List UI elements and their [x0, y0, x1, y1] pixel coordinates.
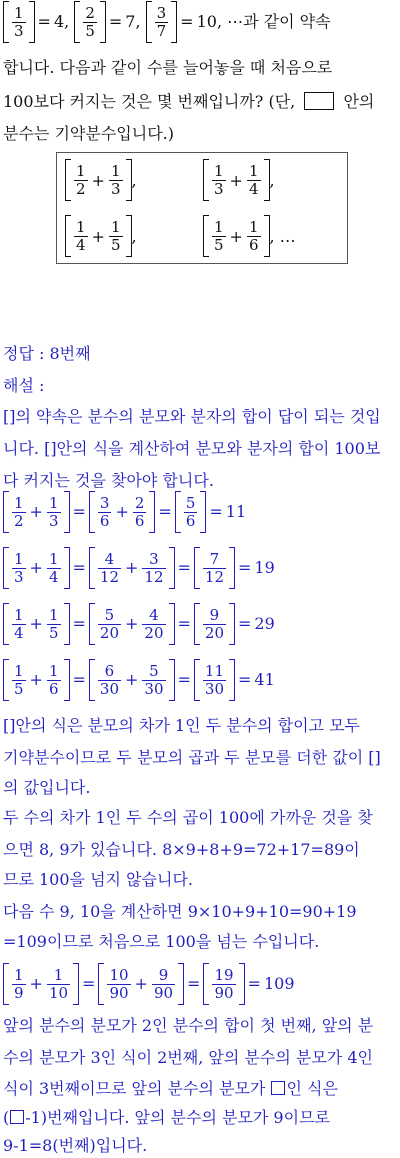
explanation-line: 식이 3번째이므로 앞의 분수의 분모가 인 식은 [3, 1079, 338, 1098]
explanation-line: 므로 100을 넘지 않습니다. [3, 870, 193, 889]
explanation-line: =109이므로 처음으로 100을 넘는 수입니다. [3, 932, 320, 951]
equation-row: 1 4 + $\frac{1}{5}$ = 5 20 + $\frac{4}{20}$ = 9 20 = 29 [3, 602, 275, 646]
sequence-item-3: 1 4 + $\frac{1}{5}$ , [65, 215, 137, 257]
equation-row: 1 9 + $\frac{1}{10}$ = 10 90 + $\frac{9}{90}$ = 19 90 = 109 [3, 962, 295, 1006]
question-line-3: 100보다 커지는 것은 몇 번째입니까? (단, 안의 [3, 92, 375, 111]
bracket-fraction: 2 5 [74, 1, 106, 43]
equation-row: 1 3 + $\frac{1}{4}$ = 4 12 + $\frac{3}{12}$ = 7 12 = 19 [3, 546, 275, 590]
explanation-line: 수의 분모가 3인 식이 2번째, 앞의 분수의 분모가 4인 [3, 1048, 373, 1067]
equation-row: 1 5 + $\frac{1}{6}$ = 6 30 + $\frac{5}{30}$ = 11 30 = 41 [3, 658, 275, 702]
bracket-fraction: 1 3 [3, 1, 35, 43]
answer-label: 정답 : 8번째 [3, 344, 91, 363]
explanation-line: 9-1=8(번째)입니다. [3, 1136, 148, 1155]
explanation-line: 의 값입니다. [3, 778, 91, 797]
sequence-item-1: 1 2 + $\frac{1}{3}$ , [65, 159, 137, 201]
sequence-item-2: 1 3 + $\frac{1}{4}$ , [203, 159, 275, 201]
sequence-item-4: 1 5 + $\frac{1}{6}$ , … [203, 215, 296, 257]
explanation-line: []의 약속은 분수의 분모와 분자의 합이 답이 되는 것입 [3, 407, 381, 426]
explanation-line: []안의 식은 분모의 차가 1인 두 분수의 합이고 모두 [3, 716, 361, 735]
bracket-fraction: 3 7 [146, 1, 178, 43]
explanation-line: 앞의 분수의 분모가 2인 분수의 합이 첫 번째, 앞의 분 [3, 1016, 374, 1035]
explanation-line: 기약분수이므로 두 분모의 곱과 두 분모를 더한 값이 [] [3, 748, 381, 767]
sequence-box [56, 152, 348, 264]
question-line-2: 합니다. 다음과 같이 수를 늘어놓을 때 처음으로 [3, 58, 333, 77]
blank-box-icon [271, 1081, 285, 1095]
question-line-1: 1 3 = 4 , 2 5 = 7 , 3 7 = 10 , ⋯ 과 같이 약속 [3, 2, 331, 42]
explanation-line: ( -1)번째입니다. 앞의 분수의 분모가 9이므로 [3, 1108, 330, 1127]
explanation-line: 니다. []안의 식을 계산하여 분모와 분자의 합이 100보 [3, 439, 381, 458]
explanation-label: 해설 : [3, 376, 45, 395]
equation-row: 1 2 + $\frac{1}{3}$ = 3 6 + $\frac{2}{6}$ = 5 6 = 11 [3, 490, 246, 534]
explanation-line: 다 커지는 것을 찾아야 합니다. [3, 471, 214, 490]
question-text: 과 같이 약속 [243, 12, 331, 31]
explanation-line: 두 수의 차가 1인 두 수의 곱이 100에 가까운 것을 찾 [3, 808, 373, 827]
explanation-line: 다음 수 9, 10을 계산하면 9×10+9+10=90+19 [3, 902, 357, 921]
explanation-line: 으면 8, 9가 있습니다. 8×9+8+9=72+17=89이 [3, 840, 360, 859]
blank-box-icon [10, 1110, 24, 1124]
question-line-4: 분수는 기약분수입니다.) [3, 124, 174, 143]
